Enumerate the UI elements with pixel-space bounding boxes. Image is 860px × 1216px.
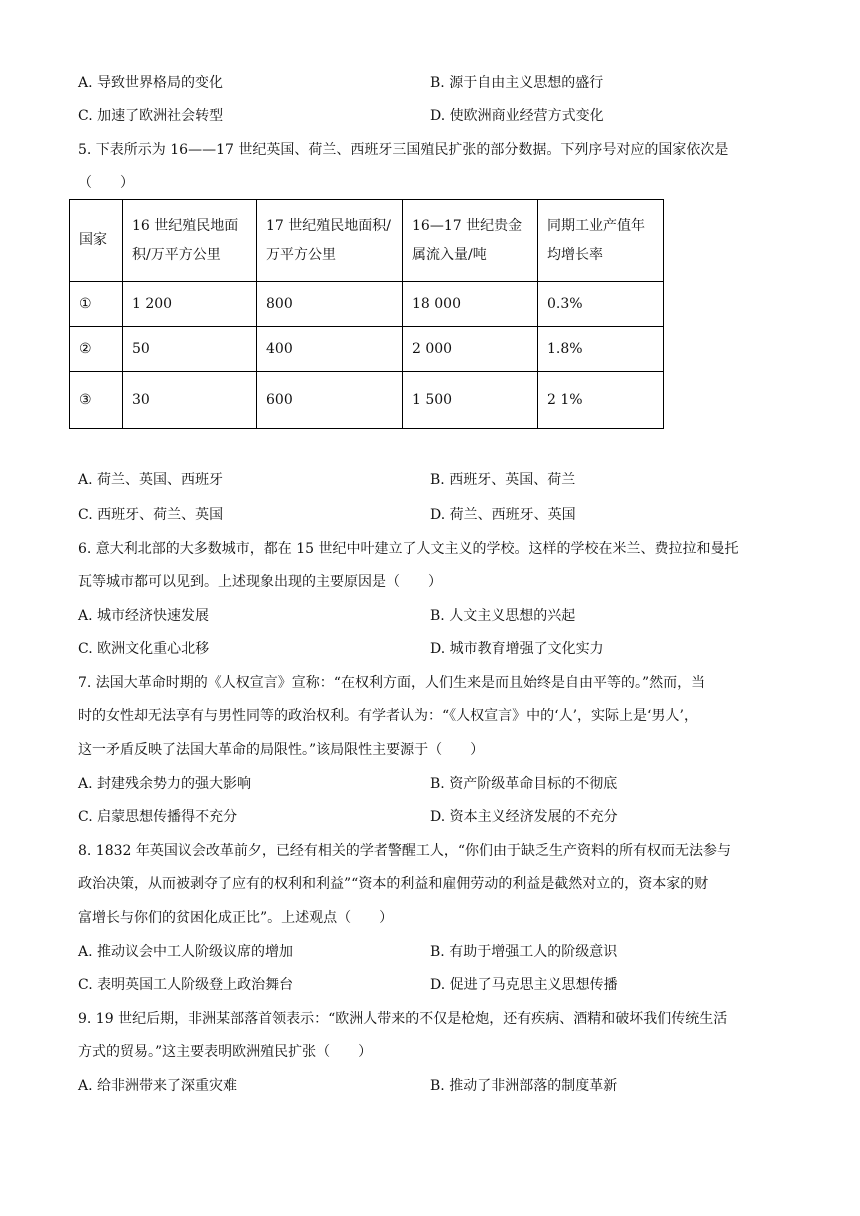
table-cell: 18 000 xyxy=(403,282,538,327)
q6-option-b[interactable]: B. 人文主义思想的兴起 xyxy=(430,608,576,624)
table-cell: 800 xyxy=(257,282,403,327)
colonial-data-table xyxy=(69,199,664,429)
q4-option-c[interactable]: C. 加速了欧洲社会转型 xyxy=(78,108,224,124)
table-row xyxy=(70,372,664,429)
q9-stem-line2: 方式的贸易。”这主要表明欧洲殖民扩张（ ） xyxy=(78,1044,373,1060)
q7-option-b[interactable]: B. 资产阶级革命目标的不彻底 xyxy=(430,776,618,792)
header-text: 同期工业产值年 xyxy=(547,217,645,234)
table-cell: 2 000 xyxy=(403,327,538,372)
table-header-cell xyxy=(403,200,538,282)
q4-option-a[interactable]: A. 导致世界格局的变化 xyxy=(78,75,224,91)
q8-option-c[interactable]: C. 表明英国工人阶级登上政治舞台 xyxy=(78,977,294,993)
header-text: 16—17 世纪贵金 xyxy=(412,217,523,234)
q9-stem-line1: 9. 19 世纪后期，非洲某部落首领表示：“欧洲人带来的不仅是枪炮，还有疾病、酒精和破坏我们传统生活 xyxy=(78,1011,728,1027)
q8-option-a[interactable]: A. 推动议会中工人阶级议席的增加 xyxy=(78,944,294,960)
table-cell: 1.8% xyxy=(538,327,664,372)
q7-option-a[interactable]: A. 封建残余势力的强大影响 xyxy=(78,776,252,792)
table-header-row xyxy=(70,200,664,282)
q5-stem-line1: 5. 下表所示为 16——17 世纪英国、荷兰、西班牙三国殖民扩张的部分数据。下列序号对应的国家依次是 xyxy=(78,142,729,158)
table-cell: ② xyxy=(70,327,123,372)
q8-stem-line3: 富增长与你们的贫困化成正比”。上述观点（ ） xyxy=(78,910,394,926)
table-row xyxy=(70,327,664,372)
q7-stem-line2: 时的女性却无法享有与男性同等的政治权利。有学者认为：“《人权宣言》中的‘人’，实际上是‘男人’， xyxy=(78,708,698,724)
table-cell: 50 xyxy=(123,327,257,372)
header-text: 17 世纪殖民地面积/ xyxy=(266,217,391,234)
q9-option-b[interactable]: B. 推动了非洲部落的制度革新 xyxy=(430,1078,618,1094)
table-cell: 1 500 xyxy=(403,372,538,429)
q7-stem-line3: 这一矛盾反映了法国大革命的局限性。”该局限性主要源于（ ） xyxy=(78,742,485,758)
table-cell: 30 xyxy=(123,372,257,429)
q5-option-d[interactable]: D. 荷兰、西班牙、英国 xyxy=(430,507,576,523)
table-header-cell xyxy=(538,200,664,282)
header-text: 属流入量/吨 xyxy=(412,246,487,263)
q6-option-c[interactable]: C. 欧洲文化重心北移 xyxy=(78,641,210,657)
q7-stem-line1: 7. 法国大革命时期的《人权宣言》宣称：“在权利方面，人们生来是而且始终是自由平等的。”然而，当 xyxy=(78,675,706,691)
q6-option-a[interactable]: A. 城市经济快速发展 xyxy=(78,608,210,624)
q5-option-c[interactable]: C. 西班牙、荷兰、英国 xyxy=(78,507,224,523)
table-cell: 0.3% xyxy=(538,282,664,327)
table-cell: 1 200 xyxy=(123,282,257,327)
q6-option-d[interactable]: D. 城市教育增强了文化实力 xyxy=(430,641,604,657)
table-cell: ③ xyxy=(70,372,123,429)
table-cell: 600 xyxy=(257,372,403,429)
table-header-cell xyxy=(257,200,403,282)
q6-stem-line1: 6. 意大利北部的大多数城市，都在 15 世纪中叶建立了人文主义的学校。这样的学校在米兰、费拉拉和曼托 xyxy=(78,541,739,557)
q6-stem-line2: 瓦等城市都可以见到。上述现象出现的主要原因是（ ） xyxy=(78,574,442,590)
table-cell: 400 xyxy=(257,327,403,372)
q7-option-c[interactable]: C. 启蒙思想传播得不充分 xyxy=(78,809,238,825)
q9-option-a[interactable]: A. 给非洲带来了深重灾难 xyxy=(78,1078,238,1094)
header-text: 积/万平方公里 xyxy=(132,246,221,263)
q4-option-d[interactable]: D. 使欧洲商业经营方式变化 xyxy=(430,108,604,124)
table-cell: 2 1% xyxy=(538,372,664,429)
table-row xyxy=(70,282,664,327)
q8-stem-line1: 8. 1832 年英国议会改革前夕，已经有相关的学者警醒工人，“你们由于缺乏生产资料的所有权而无法参与 xyxy=(78,843,732,859)
table-header-cell xyxy=(123,200,257,282)
table-header-cell xyxy=(70,200,123,282)
q4-option-b[interactable]: B. 源于自由主义思想的盛行 xyxy=(430,75,604,91)
header-text: 16 世纪殖民地面 xyxy=(132,217,239,234)
header-text: 万平方公里 xyxy=(266,246,336,263)
q8-stem-line2: 政治决策，从而被剥夺了应有的权利和利益”“资本的利益和雇佣劳动的利益是截然对立的，资本家的财 xyxy=(78,876,709,892)
q8-option-b[interactable]: B. 有助于增强工人的阶级意识 xyxy=(430,944,618,960)
q5-stem-line2: （ ） xyxy=(78,175,134,191)
header-text: 国家 xyxy=(79,232,107,248)
table-cell: ① xyxy=(70,282,123,327)
q7-option-d[interactable]: D. 资本主义经济发展的不充分 xyxy=(430,809,618,825)
q8-option-d[interactable]: D. 促进了马克思主义思想传播 xyxy=(430,977,618,993)
q5-option-a[interactable]: A. 荷兰、英国、西班牙 xyxy=(78,472,224,488)
q5-option-b[interactable]: B. 西班牙、英国、荷兰 xyxy=(430,472,576,488)
header-text: 均增长率 xyxy=(547,246,603,263)
